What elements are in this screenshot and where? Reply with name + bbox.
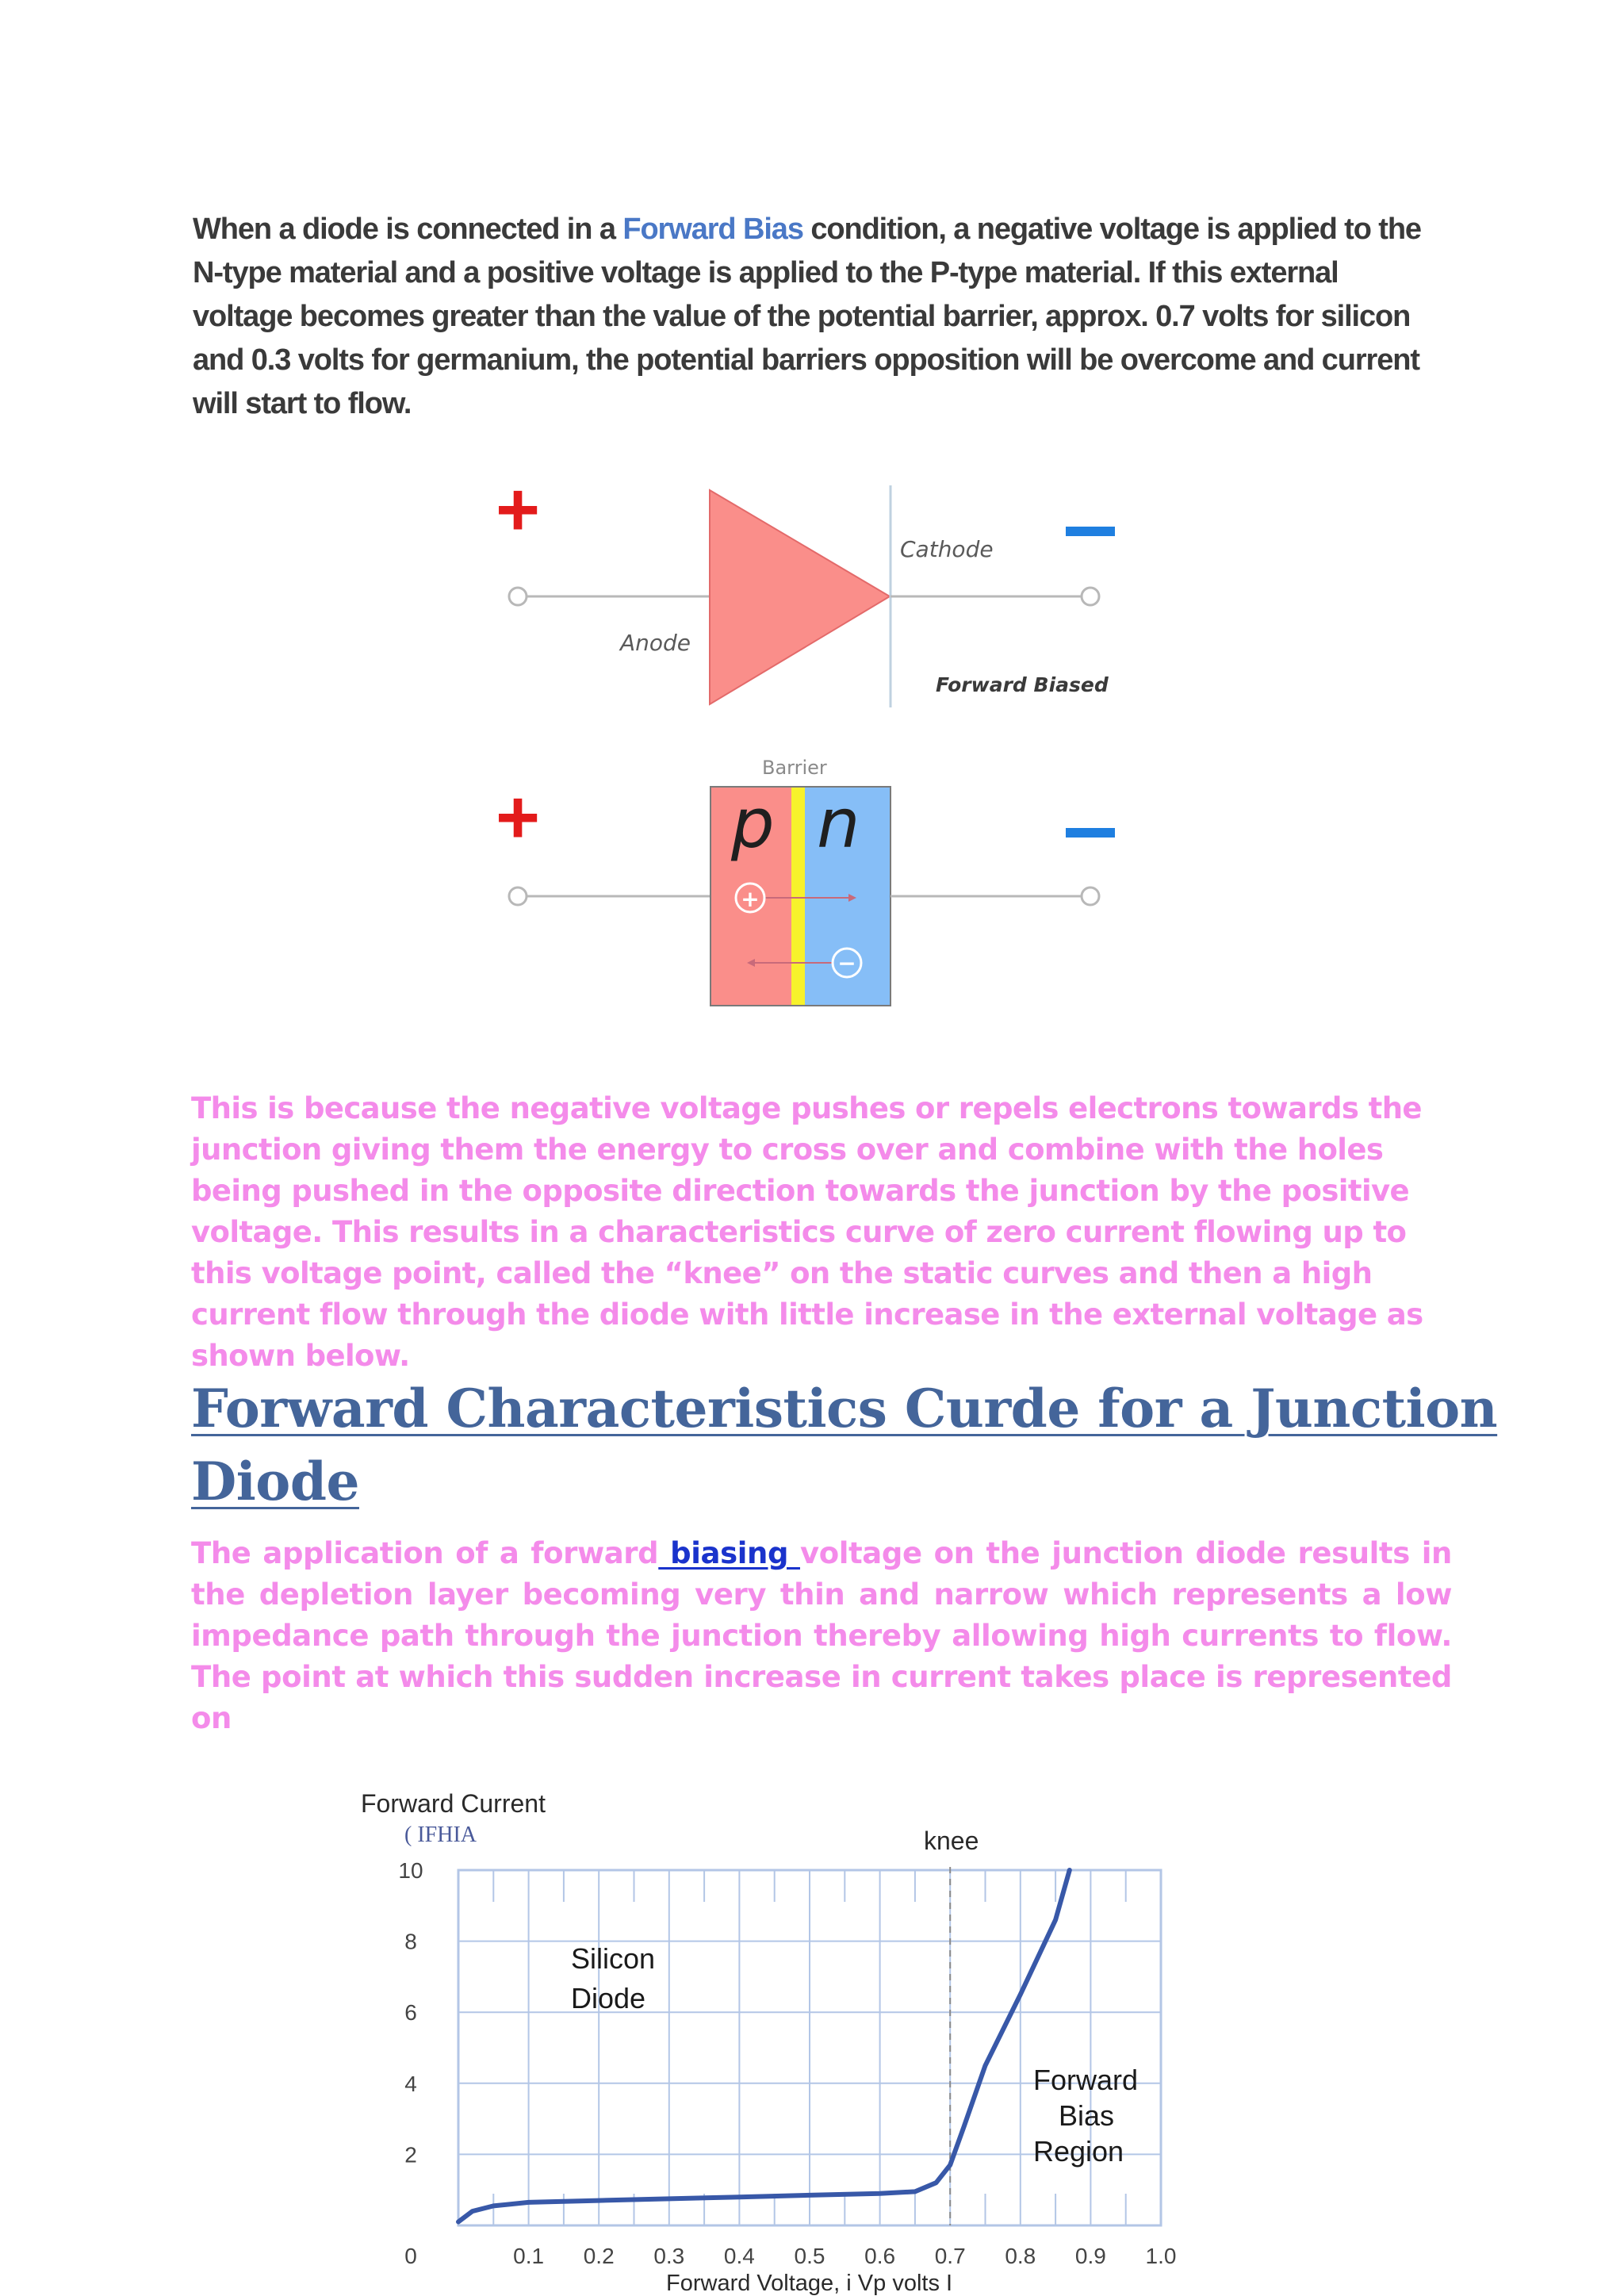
x-tick-label: 0.7	[934, 2244, 966, 2268]
diode-triangle	[710, 490, 890, 704]
cathode-terminal	[1082, 588, 1099, 605]
n-terminal	[1082, 887, 1099, 905]
x-tick-label: 0.4	[723, 2244, 755, 2268]
anode-terminal	[509, 588, 527, 605]
y-tick-label: 4	[404, 2071, 417, 2096]
x-tick-label: 0.3	[653, 2244, 685, 2268]
negative-terminal-bar-2	[1066, 828, 1115, 838]
p-terminal	[509, 887, 527, 905]
y-tick-label: 0	[404, 2244, 417, 2268]
x-tick-label: 0.9	[1074, 2244, 1106, 2268]
y-tick-label: 10	[398, 1858, 423, 1883]
forward-biased-label: Forward Biased	[936, 673, 1109, 696]
x-tick-label: 0.6	[864, 2244, 896, 2268]
cathode-label: Cathode	[900, 536, 994, 562]
y-tick-label: 6	[404, 2000, 417, 2026]
depletion-barrier	[791, 787, 805, 1006]
region-label-line-3: Region	[1033, 2135, 1124, 2168]
region-label-line-2: Bias	[1059, 2099, 1115, 2132]
hole-symbol: +	[741, 886, 760, 912]
knee-label: knee	[924, 1826, 979, 1855]
barrier-label: Barrier	[762, 757, 827, 779]
diode-label-line-1: Silicon	[571, 1942, 656, 1975]
y-tick-label: 8	[404, 1929, 417, 1954]
biasing-link[interactable]: biasing	[658, 1536, 800, 1570]
chart-svg	[349, 1777, 1229, 2296]
diode-figure-svg	[476, 476, 1126, 1015]
region-label-line-1: Forward	[1033, 2064, 1139, 2096]
forward-characteristics-chart	[349, 1777, 1229, 2296]
x-tick-label: 0.2	[583, 2244, 615, 2268]
anode-label: Anode	[620, 630, 691, 656]
positive-terminal-sign-2: +	[495, 775, 541, 860]
forward-biasing-paragraph: The application of a forward biasing voltage on the junction diode results in the depletion layer becoming very thin and narrow which represents a low impedance path through the junction thereby allowing high currents to flow. The point at which this sudden increase in current takes place is represented on	[191, 1536, 1452, 1735]
n-label: n	[817, 784, 860, 864]
y-tick-label: 2	[404, 2142, 417, 2168]
x-tick-label: 1.0	[1145, 2244, 1177, 2268]
y-axis-label: Forward Current	[361, 1789, 546, 1818]
electron-symbol: −	[837, 950, 856, 976]
x-tick-label: 0.5	[794, 2244, 825, 2268]
forward-bias-term: Forward Bias	[622, 213, 803, 246]
positive-terminal-sign: +	[495, 476, 541, 552]
explanation-paragraph: This is because the negative voltage pushes or repels electrons towards the junction giving them the energy to cross over and combine with the holes being pushed in the opposite direction towards the junction by the positive voltage. This results in a characteristics curve of zero current flowing up to this voltage point, called the “knee” on the static curves and then a high current flow through the diode with little increase in the external voltage as shown below.	[191, 1091, 1423, 1373]
p-label: p	[731, 784, 775, 864]
x-tick-label: 0.1	[513, 2244, 545, 2268]
diode-figure	[476, 476, 1126, 1015]
section-heading: Forward Characteristics Curde for a Junction Diode	[191, 1378, 1498, 1512]
x-axis-label: Forward Voltage, i Vp volts I	[666, 2271, 953, 2296]
y-axis-unit: ( IFHIA	[404, 1823, 477, 1847]
diode-label-line-2: Diode	[571, 1982, 646, 2014]
negative-terminal-bar	[1066, 527, 1115, 536]
x-tick-label: 0.8	[1005, 2244, 1036, 2268]
intro-paragraph: When a diode is connected in a Forward Bias condition, a negative voltage is applied to the N-type material and a positive voltage is applied to the P-type material. If this external voltage becomes greater than the value of the potential barrier, approx. 0.7 volts for silicon and 0.3 volts for germanium, the potential barriers opposition will be overcome and current will start to flow.	[193, 213, 1421, 420]
